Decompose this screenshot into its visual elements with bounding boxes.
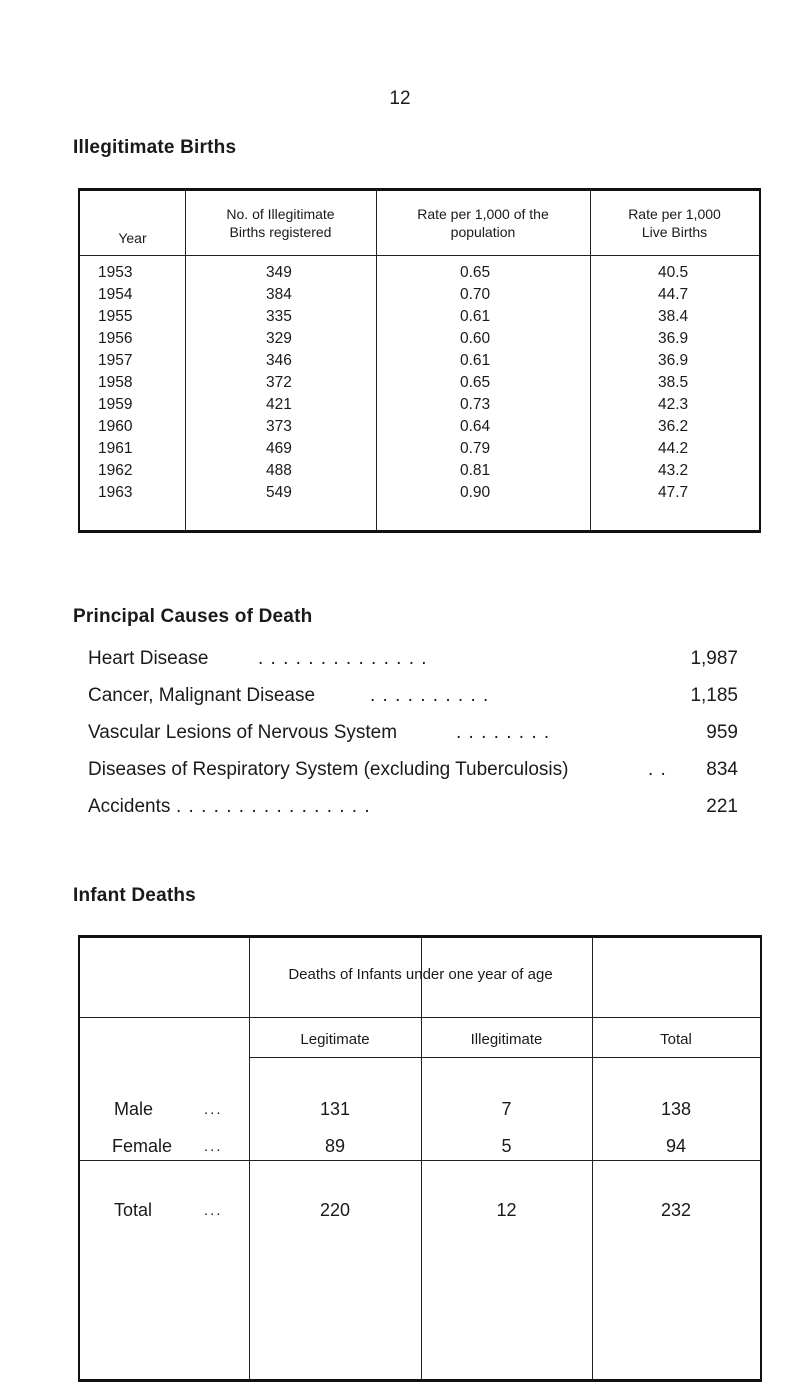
cell-rate-live: 44.7 xyxy=(658,286,689,303)
ellipsis: ... xyxy=(204,1202,223,1219)
cell-rate-pop: 0.79 xyxy=(460,440,491,457)
cell-year: 1956 xyxy=(98,330,133,347)
cell-births: 372 xyxy=(266,374,292,391)
cause-label: Accidents xyxy=(88,796,171,817)
cell-births: 421 xyxy=(266,396,292,413)
cell-year: 1957 xyxy=(98,352,133,369)
header-rate-live-births: Rate per 1,000 Live Births xyxy=(628,206,721,240)
cell-legitimate: 220 xyxy=(319,1200,351,1220)
cell-births: 549 xyxy=(266,484,292,501)
cell-rate-pop: 0.61 xyxy=(460,352,491,369)
table-row xyxy=(80,264,759,286)
cell-year: 1953 xyxy=(98,264,133,281)
cell-total: 138 xyxy=(660,1099,692,1119)
column-divider xyxy=(592,938,593,1379)
table-row xyxy=(80,418,759,440)
header-legitimate: Legitimate xyxy=(300,1031,370,1048)
cell-births: 329 xyxy=(266,330,292,347)
illegitimate-births-table xyxy=(78,188,761,533)
cell-births: 335 xyxy=(266,308,292,325)
cell-rate-pop: 0.60 xyxy=(460,330,491,347)
cell-rate-live: 42.3 xyxy=(658,396,689,413)
cell-total: 94 xyxy=(665,1136,687,1156)
ellipsis: ... xyxy=(204,1101,223,1118)
page-number: 12 xyxy=(389,88,411,109)
cause-label: Heart Disease xyxy=(88,648,209,669)
cell-total: 232 xyxy=(660,1200,692,1220)
list-item xyxy=(88,722,738,759)
cause-count: 834 xyxy=(706,759,738,780)
header-rate-population: Rate per 1,000 of the population xyxy=(417,206,549,240)
group-header: Deaths of Infants under one year of age xyxy=(288,966,553,983)
cell-legitimate: 131 xyxy=(319,1099,351,1119)
row-divider xyxy=(80,1017,760,1018)
cell-births: 346 xyxy=(266,352,292,369)
cell-year: 1954 xyxy=(98,286,133,303)
column-divider xyxy=(249,1160,250,1379)
cell-rate-live: 36.2 xyxy=(658,418,689,435)
leader-dots: . . . . . . . . . . . . . . . . xyxy=(176,796,371,817)
cause-label: Cancer, Malignant Disease xyxy=(88,685,316,706)
cell-rate-live: 47.7 xyxy=(658,484,689,501)
cell-rate-pop: 0.70 xyxy=(460,286,491,303)
row-label-female: Female xyxy=(112,1136,173,1156)
infant-deaths-title: Infant Deaths xyxy=(73,885,196,906)
row-divider xyxy=(80,1160,760,1161)
cell-births: 384 xyxy=(266,286,292,303)
cell-year: 1960 xyxy=(98,418,133,435)
cell-illegitimate: 5 xyxy=(501,1136,512,1156)
list-item xyxy=(88,796,738,833)
cell-rate-pop: 0.61 xyxy=(460,308,491,325)
cell-rate-pop: 0.65 xyxy=(460,374,491,391)
cause-count: 1,185 xyxy=(690,685,738,706)
list-item xyxy=(88,759,738,796)
leader-dots: . . xyxy=(648,759,667,780)
cell-year: 1959 xyxy=(98,396,133,413)
leader-dots: . . . . . . . . . . xyxy=(370,685,490,706)
cause-count: 1,987 xyxy=(690,648,738,669)
cell-rate-pop: 0.65 xyxy=(460,264,491,281)
row-label-total: Total xyxy=(114,1200,153,1220)
cell-births: 488 xyxy=(266,462,292,479)
cell-year: 1958 xyxy=(98,374,133,391)
cell-legitimate: 89 xyxy=(324,1136,346,1156)
ellipsis: ... xyxy=(204,1138,223,1155)
cell-rate-pop: 0.64 xyxy=(460,418,491,435)
cell-year: 1955 xyxy=(98,308,133,325)
principal-causes-title: Principal Causes of Death xyxy=(73,606,313,627)
table-row xyxy=(80,308,759,330)
cell-rate-live: 43.2 xyxy=(658,462,689,479)
cell-year: 1962 xyxy=(98,462,133,479)
cell-rate-live: 38.5 xyxy=(658,374,689,391)
cell-year: 1963 xyxy=(98,484,133,501)
cell-rate-pop: 0.81 xyxy=(460,462,491,479)
cell-year: 1961 xyxy=(98,440,133,457)
illegitimate-births-title: Illegitimate Births xyxy=(73,137,237,158)
row-divider xyxy=(249,1057,760,1058)
header-year: Year xyxy=(118,230,147,246)
cell-rate-live: 40.5 xyxy=(658,264,689,281)
causes-list xyxy=(88,648,738,833)
header-illegitimate: Illegitimate xyxy=(470,1031,543,1048)
cell-rate-live: 36.9 xyxy=(658,352,689,369)
list-item xyxy=(88,648,738,685)
cell-illegitimate: 7 xyxy=(501,1099,512,1119)
leader-dots: . . . . . . . . . . . . . . xyxy=(258,648,428,669)
row-label-male: Male xyxy=(114,1099,154,1119)
cause-count: 959 xyxy=(706,722,738,743)
table-row xyxy=(80,330,759,352)
column-divider xyxy=(421,938,422,1379)
cause-count: 221 xyxy=(706,796,738,817)
table-row xyxy=(80,462,759,484)
table-row xyxy=(80,352,759,374)
table-row xyxy=(80,286,759,308)
header-births: No. of Illegitimate Births registered xyxy=(226,206,335,240)
table-row xyxy=(80,440,759,462)
header-total: Total xyxy=(660,1031,692,1048)
table-row xyxy=(80,484,759,506)
cell-births: 349 xyxy=(266,264,292,281)
cell-rate-live: 38.4 xyxy=(658,308,689,325)
cell-births: 469 xyxy=(266,440,292,457)
list-item xyxy=(88,685,738,722)
cause-label: Diseases of Respiratory System (excluding Tuberculosis) xyxy=(88,759,569,780)
cell-rate-live: 36.9 xyxy=(658,330,689,347)
cell-rate-pop: 0.90 xyxy=(460,484,491,501)
cell-rate-live: 44.2 xyxy=(658,440,689,457)
infant-deaths-table xyxy=(78,935,762,1382)
cell-illegitimate: 12 xyxy=(496,1200,517,1220)
table-row xyxy=(80,396,759,418)
cell-births: 373 xyxy=(266,418,292,435)
leader-dots: . . . . . . . . xyxy=(456,722,551,743)
cell-rate-pop: 0.73 xyxy=(460,396,491,413)
table-row xyxy=(80,374,759,396)
cause-label: Vascular Lesions of Nervous System xyxy=(88,722,398,743)
header-divider xyxy=(80,255,759,256)
